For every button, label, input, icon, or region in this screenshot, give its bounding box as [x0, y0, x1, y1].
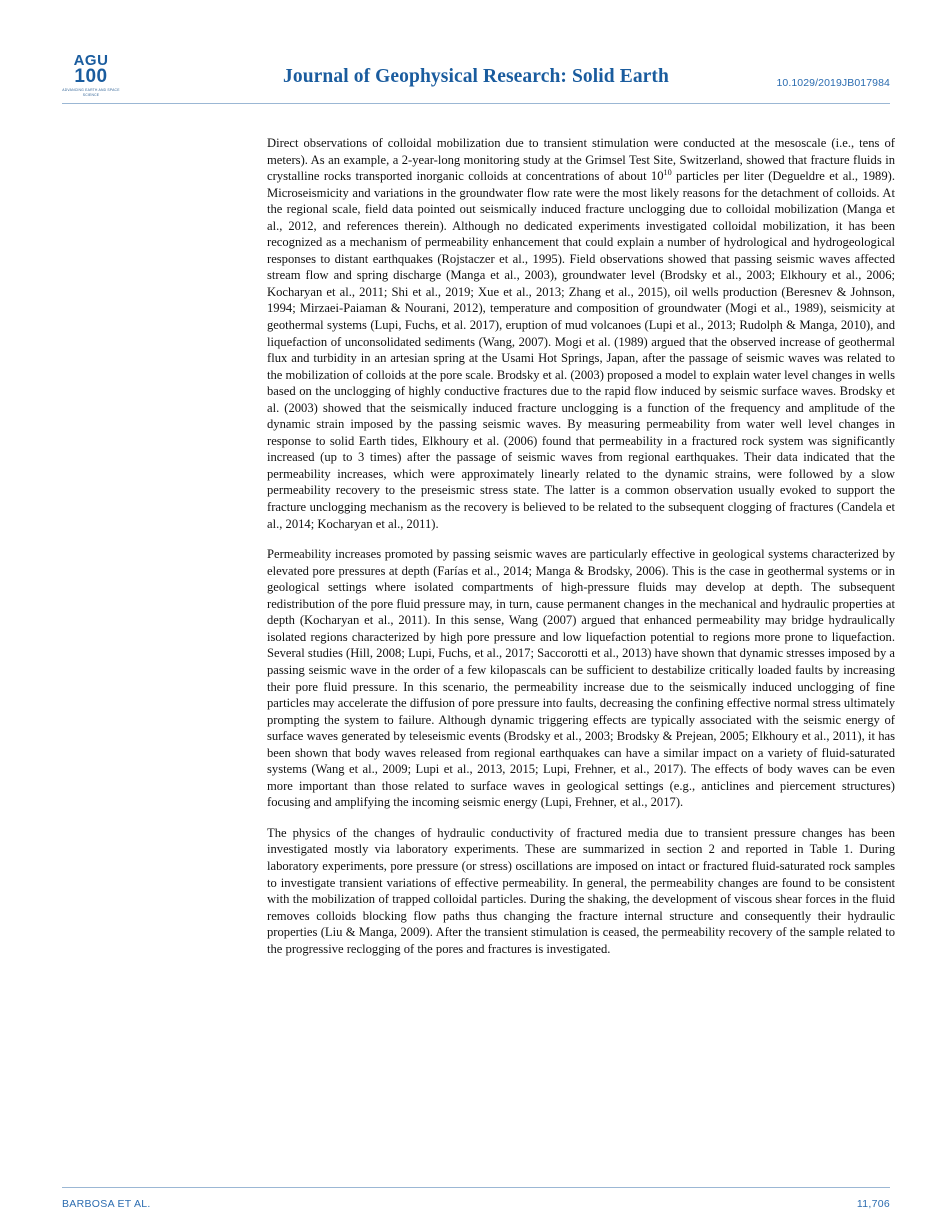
footer-page-number: 11,706 — [856, 1198, 890, 1210]
paragraph: Permeability increases promoted by passing seismic waves are particularly effective in geological systems characterized by elevated pore pressures at depth (Farías et al., 2014; Manga & Brodsky, 2006). This is the case in geothermal systems or in geological settings where isolated compartments of high-pressure fluids may develop at depth. The subsequent redistribution of the pore fluid pressure may, in turn, cause permanent changes in the mechanical and hydraulic properties at depth (Kocharyan et al., 2011). In this sense, Wang (2007) argued that enhanced permeability may bridge hydraulically isolated regions characterized by high pore pressure and low liquefaction potential to regions more prone to liquefaction. Several studies (Hill, 2008; Lupi, Fuchs, et al., 2017; Saccorotti et al., 2013) have shown that dynamic stresses imposed by a passing seismic wave in the order of a few kilopascals can be sufficient to destabilize critically loaded faults by increasing their pore fluid pressure. In this scenario, the permeability increase due to the seismically induced unclogging of fine particles may accelerate the diffusion of pore pressure into faults, decreasing the confining effective normal stress ultimately prompting the system to failure. Although dynamic triggering effects are typically associated with the seismic energy of surface waves generated by teleseismic events (Brodsky et al., 2003; Brodsky & Prejean, 2005; Elkhoury et al., 2011), it has been shown that body waves released from regional earthquakes can have a similar impact on a variety of fluid-saturated systems (Wang et al., 2009; Lupi et al., 2013, 2015; Lupi, Frehner, et al., 2017). The effects of body waves can be even more important than those related to surface waves in geological settings (e.g., anticlines and piercement structures) focusing and amplifying the incoming seismic energy (Lupi, Frehner, et al., 2017). — [267, 547, 895, 810]
logo-centennial-text: 100 — [74, 66, 108, 87]
article-body — [267, 135, 895, 957]
footer-divider — [62, 1187, 890, 1188]
paragraph: Direct observations of colloidal mobilization due to transient stimulation were conducted at the mesoscale (i.e., tens of meters). As an example, a 2-year-long monitoring study at the Grimsel Test Site, Switzerland, showed that fracture fluids in crystalline rocks transported inorganic colloids at concentrations of about $10^{10}$ particles per liter (Degueldre et al., 1989). Microseismicity and variations in the groundwater flow rate were the most likely reasons for the detachment of colloids. At the regional scale, field data pointed out seismically induced fracture unclogging due to colloidal mobilization (Manga et al., 2012, and references therein). Although no dedicated experiments investigated colloidal mobilization, it has been recognized as a mechanism of permeability enhancement that could explain a number of hydrological and hydrogeological responses to distant earthquakes (Rojstaczer et al., 1995). Field observations showed that passing seismic waves affected stream flow and spring discharge (Manga et al., 2003), groundwater level (Brodsky et al., 2003; Elkhoury et al., 2006; Kocharyan et al., 2011; Shi et al., 2019; Xue et al., 2013; Zhang et al., 2015), oil wells production (Beresnev & Johnson, 1994; Mirzaei-Paiaman & Nourani, 2012), temperature and composition of groundwater (Mogi et al., 1989), seismicity at geothermal systems (Lupi, Fuchs, et al. 2017), eruption of mud volcanoes (Lupi et al., 2013; Rudolph & Manga, 2010), and liquefaction of unconsolidated sediments (Wang, 2007). Mogi et al. (1989) argued that the observed increase of geothermal flux and turbidity in an artesian spring at the Usami Hot Springs, Japan, after the passage of seismic waves was related to the mobilization of colloids at the pore scale. Brodsky et al. (2003) proposed a model to explain water level changes in wells based on the unclogging of highly conductive fractures due to the rapid flow induced by seismic surface waves. Brodsky et al. (2003) showed that the seismically induced fracture unclogging is a function of the frequency and amplitude of the dynamic strain imposed by the passing seismic waves. By measuring permeability from water well level changes in response to solid Earth tides, Elkhoury et al. (2006) found that permeability in a fractured rock system was significantly increased (up to 3 times) after the passage of seismic waves from regional earthquakes. Their data indicated that the permeability increases, which were approximately linearly related to the dynamic strains, were followed by a slow permeability recovery to the preseismic stress state. The latter is a common observation usually evoked to support the fracture unclogging mechanism as the recovery is believed to be related to the subsequent clogging of fractures (Candela et al., 2014; Kocharyan et al., 2011). — [267, 136, 895, 531]
paragraph: The physics of the changes of hydraulic conductivity of fractured media due to transient pressure changes has been investigated mostly via laboratory experiments. These are summarized in section 2 and reported in Table 1. During laboratory experiments, pore pressure (or stress) oscillations are imposed on intact or fractured fluid-saturated rock samples to investigate transient variations of effective permeability. In general, the permeability changes are found to be consistent with the mobilization of trapped colloidal particles. During the shaking, the development of viscous shear forces in the fluid removes colloids blocking flow paths thus changing the fracture internal structure and consequently their hydraulic properties (Liu & Manga, 2009). After the transient stimulation is ceased, the permeability recovery of the sample related to the progressive reclogging of the pores and fractures is investigated. — [267, 825, 895, 956]
footer-authors: BARBOSA ET AL. — [62, 1198, 151, 1210]
journal-title: Journal of Geophysical Research: Solid Earth — [283, 66, 669, 87]
page-header — [62, 52, 890, 104]
doi-link[interactable]: 10.1029/2019JB017984 — [776, 77, 890, 89]
header-divider — [62, 103, 890, 104]
logo-agu-text: AGU — [73, 52, 109, 69]
logo-tagline: ADVANCING EARTH AND SPACE SCIENCE — [62, 88, 120, 97]
